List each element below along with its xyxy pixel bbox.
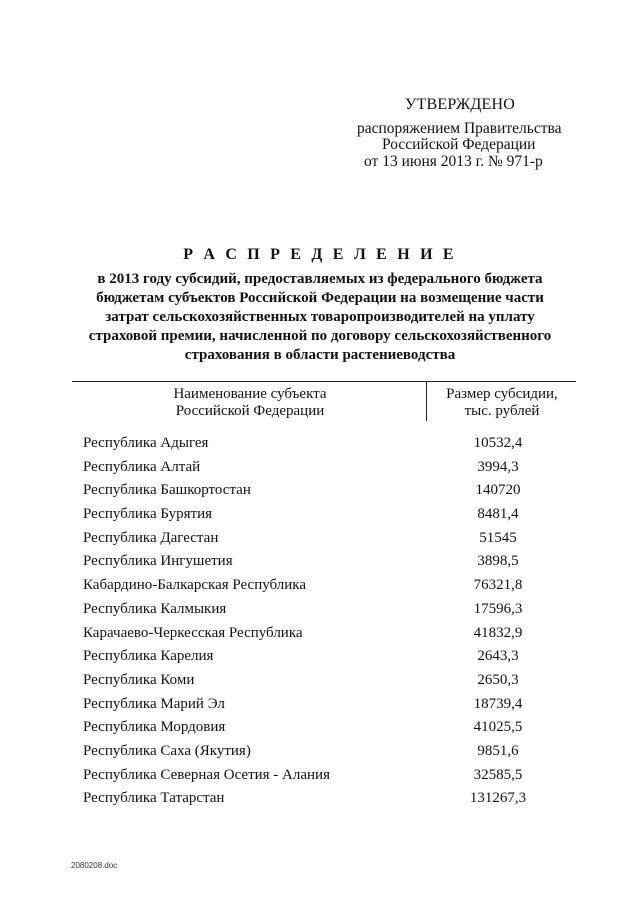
region-name: Республика Северная Осетия - Алания <box>83 766 330 783</box>
region-name: Республика Карелия <box>83 648 214 665</box>
subsidy-value: 2650,3 <box>477 671 519 688</box>
column-header-name-line: Наименование субъекта <box>173 386 327 402</box>
subsidy-value: 32585,5 <box>473 766 523 783</box>
column-header-name <box>140 386 360 420</box>
subsidy-value: 9851,6 <box>477 742 519 759</box>
column-header-name-line: Российской Федерации <box>175 403 325 419</box>
table-row <box>0 669 640 693</box>
table-row <box>0 456 640 480</box>
approval-line-3: от 13 июня 2013 г. № 971-р <box>364 153 543 170</box>
table-row <box>0 527 640 551</box>
column-header-value-line: тыс. рублей <box>464 403 540 419</box>
subsidy-value: 140720 <box>475 482 521 499</box>
table-body <box>0 432 640 811</box>
region-name: Республика Марий Эл <box>83 695 225 712</box>
table-row <box>0 598 640 622</box>
subsidy-value: 76321,8 <box>473 577 523 594</box>
region-name: Республика Дагестан <box>83 529 219 546</box>
subsidy-value: 8481,4 <box>477 506 519 523</box>
table-top-rule <box>72 381 576 382</box>
table-row <box>0 574 640 598</box>
subsidy-value: 131267,3 <box>469 790 527 807</box>
subtitle-line: страховой премии, начисленной по договору сельскохозяйственного <box>88 328 552 344</box>
approval-line-2: Российской Федерации <box>382 136 536 153</box>
document-title: Р А С П Р Е Д Е Л Е Н И Е <box>183 246 457 263</box>
region-name: Республика Коми <box>83 671 195 688</box>
region-name: Республика Адыгея <box>83 435 209 451</box>
subtitle-line: в 2013 году субсидий, предоставляемых из федерального бюджета <box>97 271 543 287</box>
table-row <box>0 645 640 669</box>
table-row <box>0 503 640 527</box>
footer-filename: 2080208.doc <box>71 861 118 870</box>
table-row <box>0 622 640 646</box>
subsidy-value: 41832,9 <box>473 624 523 641</box>
subsidy-value: 17596,3 <box>473 600 523 617</box>
region-name: Республика Ингушетия <box>83 553 233 570</box>
region-name: Республика Саха (Якутия) <box>83 742 251 759</box>
table-row <box>0 740 640 764</box>
table-row <box>0 787 640 811</box>
table-row <box>0 550 640 574</box>
approval-line-1: распоряжением Правительства <box>357 120 562 137</box>
column-header-value-line: Размер субсидии, <box>446 386 558 402</box>
region-name: Республика Алтай <box>83 458 201 475</box>
table-row <box>0 432 640 456</box>
subtitle-line: затрат сельскохозяйственных товаропроизводителей на уплату <box>105 309 535 325</box>
subsidy-value: 18739,4 <box>473 695 523 712</box>
subsidy-value: 10532,4 <box>473 435 523 451</box>
approval-stamp: УТВЕРЖДЕНО <box>405 96 516 113</box>
subsidy-value: 2643,3 <box>477 648 519 665</box>
table-row <box>0 764 640 788</box>
region-name: Республика Башкортостан <box>83 482 251 499</box>
table-row <box>0 479 640 503</box>
subsidy-value: 51545 <box>479 529 517 546</box>
region-name: Республика Мордовия <box>83 719 226 736</box>
subtitle-line: бюджетам субъектов Российской Федерации на возмещение части <box>96 290 544 306</box>
region-name: Республика Бурятия <box>83 506 213 523</box>
table-row <box>0 716 640 740</box>
document-subtitle <box>60 270 580 365</box>
subsidy-value: 41025,5 <box>473 719 523 736</box>
region-name: Кабардино-Балкарская Республика <box>83 577 307 594</box>
table-header-divider <box>426 381 427 421</box>
column-header-value <box>428 386 576 420</box>
subtitle-line: страхования в области растениеводства <box>184 347 456 363</box>
region-name: Республика Татарстан <box>83 790 225 807</box>
table-row <box>0 693 640 717</box>
subsidy-value: 3994,3 <box>477 458 519 475</box>
subsidy-value: 3898,5 <box>477 553 519 570</box>
region-name: Карачаево-Черкесская Республика <box>83 624 303 641</box>
region-name: Республика Калмыкия <box>83 600 227 617</box>
